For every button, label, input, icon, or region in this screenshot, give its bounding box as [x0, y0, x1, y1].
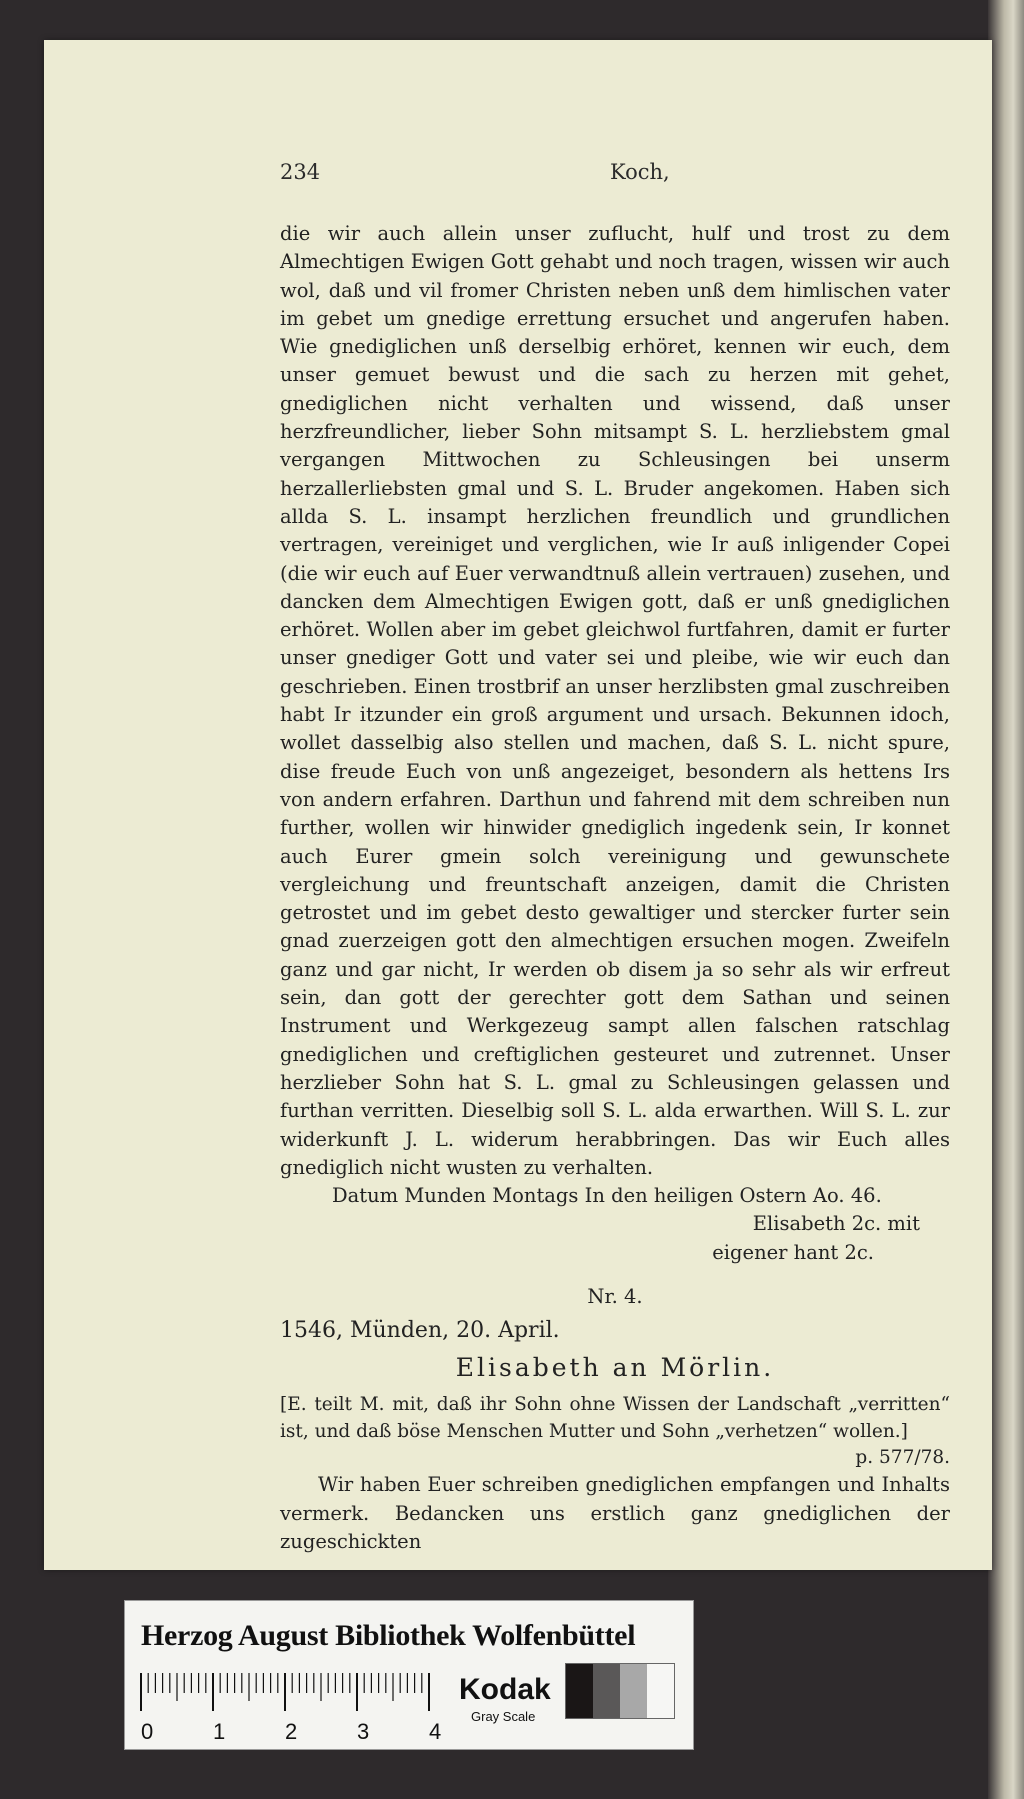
gray-swatches: [565, 1663, 675, 1719]
letter-reference: p. 577/78.: [855, 1447, 950, 1469]
letter-number: Nr. 4.: [587, 1284, 643, 1308]
grayscale-label: Gray Scale: [471, 1709, 536, 1724]
scale-number-4: 4: [429, 1719, 442, 1744]
page-header: [280, 160, 770, 190]
library-name: Herzog August Bibliothek Wolfenbüttel: [141, 1619, 636, 1652]
dating-line: Datum Munden Montags In den heiligen Ostern Ao. 46.: [332, 1184, 882, 1208]
swatch-dark-gray: [593, 1664, 620, 1718]
scale-number-0: 0: [141, 1719, 154, 1744]
kodak-logo: Kodak: [459, 1673, 551, 1706]
swatch-light-gray: [620, 1664, 647, 1718]
running-head: Koch,: [610, 160, 670, 184]
letter-opening: Wir haben Euer schreiben gnediglichen empfangen und Inhalts vermerk. Bedancken uns erstlich ganz gnediglichen der zugeschickten: [280, 1473, 950, 1553]
swatch-white: [647, 1664, 674, 1718]
scanner-edge: [988, 0, 1024, 1799]
scale-number-1: 1: [213, 1719, 226, 1744]
page-number: 234: [280, 160, 321, 184]
letter-title: Elisabeth an Mörlin.: [455, 1353, 775, 1383]
scale-number-2: 2: [285, 1719, 298, 1744]
library-color-card: [124, 1600, 694, 1750]
text-body: [280, 220, 950, 1556]
letter-date-place: 1546, Münden, 20. April.: [280, 1318, 560, 1344]
ruler-scale: [139, 1669, 449, 1745]
book-page: [44, 40, 992, 1570]
ruler-ticks: [141, 1673, 429, 1711]
main-paragraph: die wir auch allein unser zuflucht, hulf und trost zu dem Almechtigen Ewigen Gott gehabt und noch tragen, wissen wir auch wol, daß und vil fromer Christen neben unß dem himlischen vater im gebet um gnedige errettung ersuchet und angerufen haben. Wie gnediglichen unß derselbig erhöret, kennen wir euch, dem unser gemuet bewust und die sach zu herzen mit gehet, gnediglichen nicht verhalten und wissend, daß unser herzfreundlicher, lieber Sohn mitsampt S. L. herzliebstem gmal vergangen Mittwochen zu Schleusingen bei unserm herzallerliebsten gmal und S. L. Bruder angekomen. Haben sich allda S. L. insampt herzlichen freundlich und grundlichen vertragen, vereiniget und verglichen, wie Ir auß inligender Copei (die wir euch auf Euer verwandtnuß allein vertrauen) zusehen, und dancken dem Almechtigen Ewigen gott, daß er unß gnediglichen erhöret. Wollen aber im gebet gleichwol furtfahren, damit er furter unser gnediger Gott und vater sei und pleibe, wie wir euch dan geschrieben. Einen trostbrif an unser herzlibsten gmal zuschreiben habt Ir itzunder ein groß argument und ursach. Bekunnen idoch, wollet dasselbig also stellen und machen, daß S. L. nicht spure, dise freude Euch von unß angezeiget, besondern als hettens Irs von andern erfahren. Darthun und fahrend mit dem schreiben nun further, wollen wir hinwider gnediglich ingedenk sein, Ir konnet auch Eurer gmein solch vereinigung und gewunschete vergleichung und freuntschaft anzeigen, damit die Christen getrostet und im gebet desto gewaltiger und stercker furter sein gnad zuerzeigen gott den almechtigen ersuchen mogen. Zweifeln ganz und gar nicht, Ir werden ob disem ja so sehr als wir erfreut sein, dan gott der gerechter gott dem Sathan und seinen Instrument und Werkgezeug sampt allen falschen ratschlag gnediglichen und creftiglichen gesteuret und zutrennet. Unser herzlieber Sohn hat S. L. gmal zu Schleusingen gelassen und furthan verritten. Dieselbig soll S. L. alda erwarthen. Will S. L. zur widerkunft J. L. widerum herabbringen. Das wir Euch alles gnediglich nicht wusten zu verhalten.: [280, 222, 950, 1179]
signature-line-2: eigener hant 2c.: [712, 1240, 874, 1264]
scale-number-3: 3: [357, 1719, 370, 1744]
letter-summary: [E. teilt M. mit, daß ihr Sohn ohne Wissen der Landschaft „verritten“ ist, und daß böse Menschen Mutter und Sohn „verhetzen“ wollen.]: [280, 1394, 950, 1443]
swatch-black: [566, 1664, 593, 1718]
signature-line-1: Elisabeth 2c. mit: [752, 1212, 920, 1236]
